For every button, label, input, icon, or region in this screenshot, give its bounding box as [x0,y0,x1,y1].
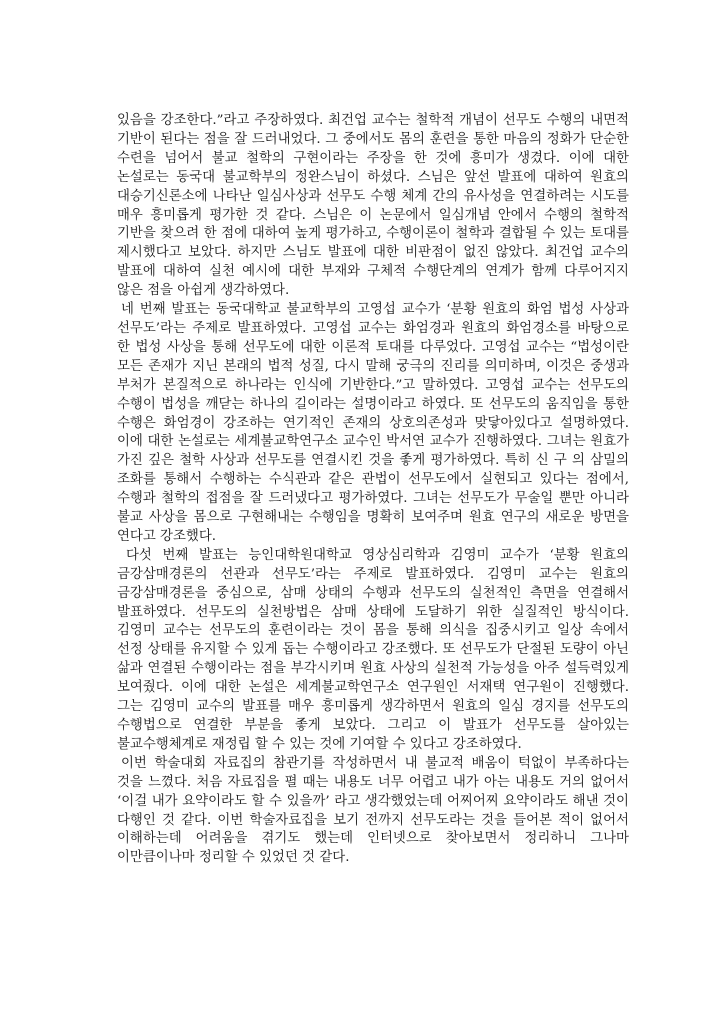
paragraph-2: 네 번째 발표는 동국대학교 불교학부의 고영섭 교수가 ‘분황 원효의 화엄 법성 사상과 선무도’라는 주제로 발표하였다. 고영섭 교수는 화엄경과 원효의 화엄경소를 바탕으로 한 법성 사상을 통해 선무도에 대한 이론적 토대를 다루었다. 고영섭 교수는 “법성이란 모든 존재가 지닌 본래의 법적 성질, 다시 말해 궁극의 진리를 의미하며, 이것은 중생과 부처가 본질적으로 하나라는 인식에 기반한다.”고 말하였다. 고영섭 교수는 선무도의 수행이 법성을 깨닫는 하나의 길이라는 설명이라고 하였다. 또 선무도의 움직임을 통한 수행은 화엄경이 강조하는 연기적인 존재의 상호의존성과 맞닿아있다고 설명하였다. 이에 대한 논설로는 세계불교학연구소 교수인 박서연 교수가 진행하였다. 그녀는 원효가 가진 깊은 철학 사상과 선무도를 연결시킨 것을 좋게 평가하였다. 특히 신 구 의 삼밀의 조화를 통해서 수행하는 수식관과 같은 관법이 선무도에서 실현되고 있다는 점에서, 수행과 철학의 접점을 잘 드러냈다고 평가하였다. 그녀는 선무도가 무술일 뿐만 아니라 불교 사상을 몸으로 구현해내는 수행임을 명확히 보여주며 원효 연구의 새로운 방면을 연다고 강조했다. [117,302,629,544]
paragraph-3: 다섯 번째 발표는 능인대학원대학교 영상심리학과 김영미 교수가 ‘분황 원효의 금강삼매경론의 선관과 선무도’라는 주제로 발표하였다. 김영미 교수는 원효의 금강삼매경론을 중심으로, 삼매 상태의 수행과 선무도의 실천적인 측면을 연결해서 발표하였다. 선무도의 실천방법은 삼매 상태에 도달하기 위한 실질적인 방식이다. 김영미 교수는 선무도의 훈련이라는 것이 몸을 통해 의식을 집중시키고 일상 속에서 선정 상태를 유지할 수 있게 돕는 수행이라고 강조했다. 또 선무도가 단절된 도량이 아닌 삶과 연결된 수행이라는 점을 부각시키며 원효 사상의 실천적 가능성을 아주 설득력있게 보여줬다. 이에 대한 논설은 세계불교학연구소 연구원인 서재택 연구원이 진행했다. 그는 김영미 교수의 발표를 매우 흥미롭게 생각하면서 원효의 일심 경지를 선무도의 수행법으로 연결한 부분을 좋게 보았다. 그리고 이 발표가 선무도를 살아있는 불교수행체계로 재정립 할 수 있는 것에 기여할 수 있다고 강조하였다. [117,547,629,752]
document-body [117,112,629,868]
paragraph-4: 이번 학술대회 자료집의 참관기를 작성하면서 내 불교적 배움이 턱없이 부족하다는 것을 느꼈다. 처음 자료집을 펼 때는 내용도 너무 어렵고 내가 아는 내용도 거의 없어서 ‘이걸 내가 요약이라도 할 수 있을까’ 라고 생각했었는데 어찌어찌 요약이라도 해낸 것이 다행인 것 같다. 이번 학술자료집을 보기 전까지 선무도라는 것을 들어본 적이 없어서 이해하는데 어려움을 겪기도 했는데 인터넷으로 찾아보면서 정리하니 그나마 이만큼이나마 정리할 수 있었던 것 같다. [117,755,629,866]
paragraph-1: 있음을 강조한다.”라고 주장하였다. 최건업 교수는 철학적 개념이 선무도 수행의 내면적 기반이 된다는 점을 잘 드러내었다. 그 중에서도 몸의 훈련을 통한 마음의 정화가 단순한 수련을 넘어서 불교 철학의 구현이라는 주장을 한 것에 흥미가 생겼다. 이에 대한 논설로는 동국대 불교학부의 정완스님이 하셨다. 스님은 앞선 발표에 대하여 원효의 대승기신론소에 나타난 일심사상과 선무도 수행 체계 간의 유사성을 연결하려는 시도를 매우 흥미롭게 평가한 것 같다. 스님은 이 논문에서 일심개념 안에서 수행의 철학적 기반을 찾으려 한 점에 대하여 높게 평가하고, 수행이론이 철학과 결합될 수 있는 토대를 제시했다고 보았다. 하지만 스님도 발표에 대한 비판점이 없진 않았다. 최건업 교수의 발표에 대하여 실천 예시에 대한 부재와 구체적 수행단계의 연계가 함께 다루어지지 않은 점을 아쉽게 생각하였다. [117,113,629,299]
